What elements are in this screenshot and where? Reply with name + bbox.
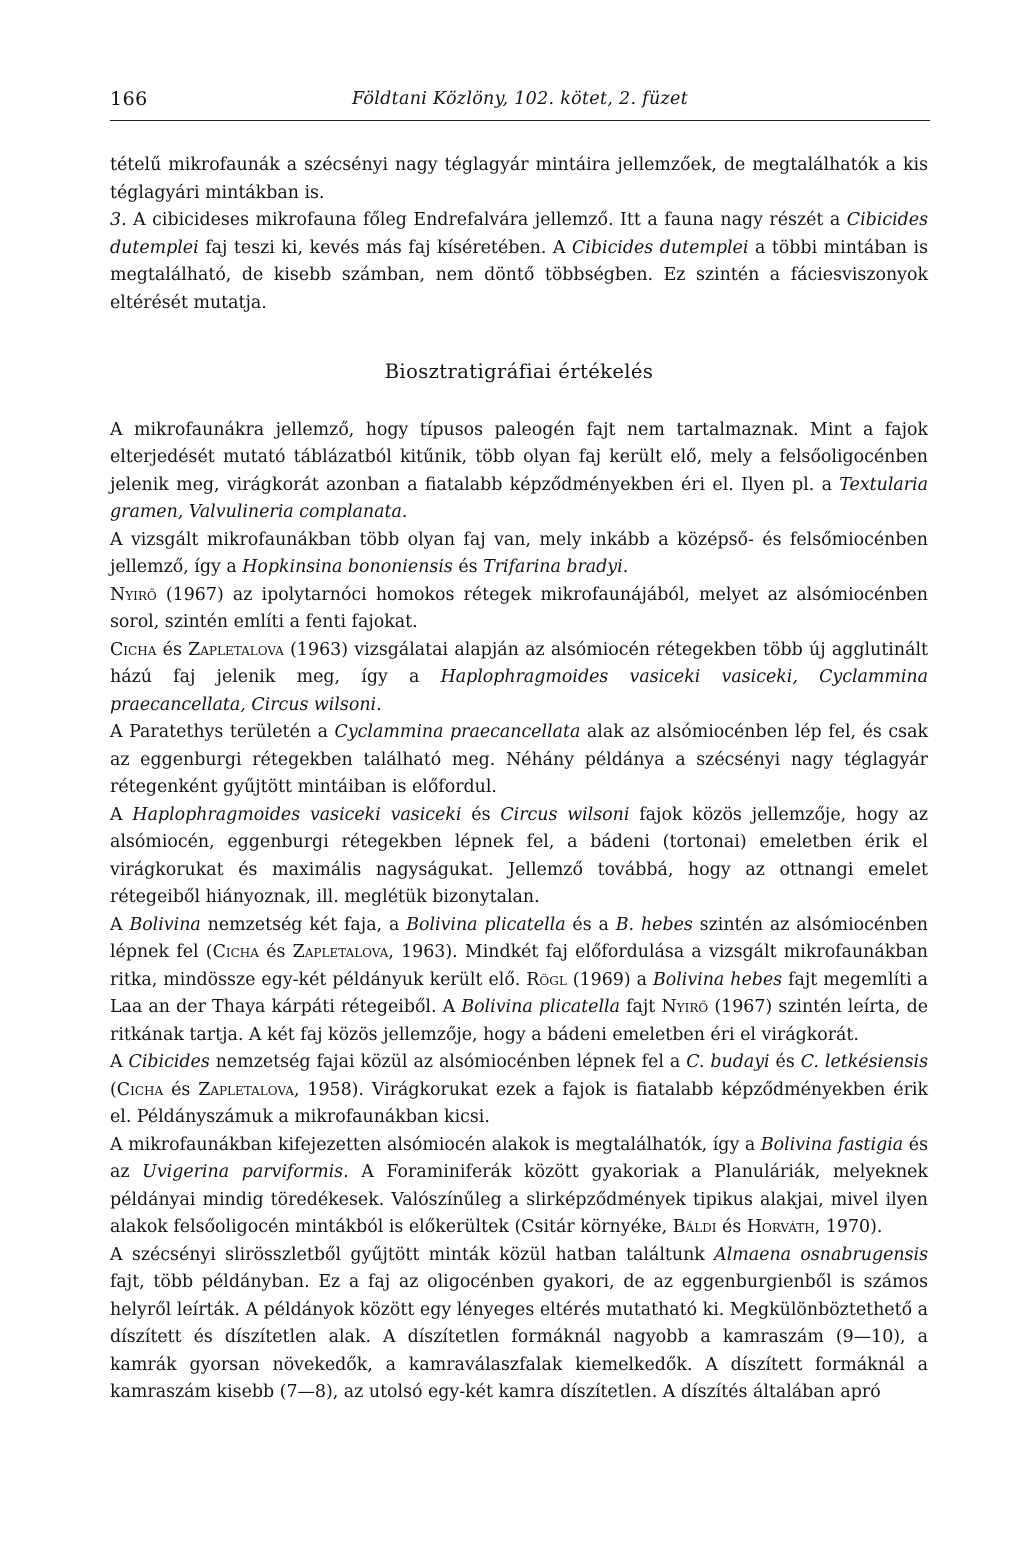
text-run: A mikrofaunákban kifejezetten alsómiocén alakok is megtalálhatók, így a: [110, 1134, 761, 1155]
text-run: A Foraminiferák között gyakoriak a Planuláriák, melyeknek példányai mindig töredékesek. Valószínűleg a slirképződmények tipikus alakjai, mivel ilyen alakok felsőoligocén mintákból is előkerültek (Csitár környéke,: [110, 1162, 928, 1237]
text-run: (1963) vizsgálatai alapján az alsómiocén rétegekben több új agglutinált házú faj jelenik meg, így a: [110, 639, 928, 687]
paragraph: [110, 719, 928, 802]
author-name: Zapletalova: [188, 639, 284, 660]
species-name: Circus wilsoni: [500, 804, 630, 825]
text-run: és: [258, 942, 293, 962]
paragraph: [110, 637, 928, 720]
text-run: A: [110, 914, 130, 935]
species-name: Almaena osnabrugensis: [714, 1244, 928, 1265]
text-run: , 1970).: [814, 1217, 883, 1237]
paragraph: [110, 912, 928, 1050]
text-run: és: [163, 1079, 199, 1100]
text-run: A cibicideses mikrofauna főleg Endrefalvára jellemző. Itt a fauna nagy részét a: [126, 210, 847, 230]
author-name: Cicha: [110, 639, 157, 660]
author-name: Báldi: [672, 1217, 717, 1237]
text-run: tételű mikrofaunák a szécsényi nagy téglagyár mintáira jellemzőek, de megtalálhatók a kis téglagyári mintákban is.: [110, 155, 928, 203]
text-run: A szécsényi slirösszletből gyűjtött minták közül hatban találtunk: [110, 1244, 715, 1265]
page-number: 166: [110, 88, 148, 110]
author-name: Nyirő: [110, 584, 157, 605]
species-name: Uvigerina parviformis.: [142, 1162, 349, 1182]
text-run: és: [461, 804, 501, 825]
species-name: B. hebes: [615, 914, 693, 935]
species-name: Bolivina plicatella: [461, 997, 620, 1017]
text-run: fajt: [619, 997, 662, 1017]
text-run: (1967) szintén leírta, de ritkának tartja. A két faj közös jellemzője, hogy a bádeni emeletben éri el virágkorát.: [110, 997, 928, 1045]
paragraph: [110, 1132, 928, 1242]
paragraph: [110, 417, 928, 527]
author-name: Horváth: [746, 1217, 815, 1237]
author-name: Rögl: [526, 969, 567, 990]
text-run: és az: [110, 1134, 929, 1182]
species-name: Trifarina bradyi.: [483, 557, 629, 577]
text-run: A vizsgált mikrofaunákban több olyan faj van, mely inkább a középső- és felsőmiocénben jellemző, így a: [110, 529, 928, 577]
species-name: Haplophragmoides vasiceki vasiceki, Cyclammina praecancellata, Circus wilsoni.: [110, 667, 928, 715]
journal-title: Földtani Közlöny, 102. kötet, 2. füzet: [351, 89, 689, 109]
paragraph: [110, 207, 928, 317]
species-name: Textularia gramen, Valvulineria complanata.: [110, 474, 928, 522]
section-title: Biosztratigráfiai értékelés: [384, 360, 654, 383]
species-name: Bolivina hebes: [652, 969, 783, 990]
list-number: 3.: [110, 210, 127, 230]
text-run: nemzetség fajai közül az alsómiocénben lépnek fel a: [209, 1052, 687, 1072]
author-name: Cicha: [212, 942, 259, 962]
species-name: Bolivina fastigia: [760, 1134, 904, 1155]
article-body: [110, 152, 928, 1407]
paragraph: [110, 1049, 928, 1132]
text-run: A mikrofaunákra jellemző, hogy típusos paleogén fajt nem tartalmaznak. Mint a fajok elterjedését mutató táblázatból kitűnik, több olyan faj került elő, mely a felsőoligocénben jelenik meg, virágkorát azonban a fiatalabb képződményekben éri el. Ilyen pl. a: [110, 419, 928, 495]
species-name: Cibicides dutemplei: [110, 210, 928, 258]
author-name: Zapletalova: [198, 1079, 294, 1100]
species-name: Bolivina plicatella: [406, 914, 566, 935]
paragraph: [110, 1242, 928, 1407]
author-name: Zapletalova: [292, 942, 389, 962]
species-name: Cibicides: [128, 1052, 210, 1072]
text-run: (1969) a: [566, 969, 653, 990]
text-run: A Paratethys területén a: [110, 722, 335, 742]
text-run: alak az alsómiocénben lép fel, és csak az eggenburgi rétegekben található meg. Néhány példánya a szécsényi nagy téglagyár rétegenként gyűjtött mintáiban is előfordul.: [110, 722, 929, 797]
text-run: és a: [565, 914, 616, 935]
species-name: Hopkinsina bononiensis: [242, 557, 453, 577]
text-run: fajok közös jellemzője, hogy az alsómiocén, eggenburgi rétegekben lépnek fel, a bádeni (tortonai) emeletben érik el virágkorukat és maximális nagyságukat. Jellemző továbbá, hogy az ottnangi emelet rétegeiből hiányoznak, ill. meglétük bizonytalan.: [110, 804, 928, 907]
text-run: (1967) az ipolytarnóci homokos rétegek mikrofaunájából, melyet az alsómiocénben sorol, szintén említi a fenti fajokat.: [110, 584, 928, 632]
species-name: C. letkésiensis: [800, 1052, 928, 1072]
text-run: szintén az alsómiocénben lépnek fel (: [110, 914, 928, 962]
text-run: fajt megemlíti a Laa an der Thaya kárpáti rétegeiből. A: [110, 969, 928, 1017]
text-run: A: [110, 804, 133, 825]
species-name: Cibicides dutemplei: [572, 237, 749, 258]
species-name: C. budayi: [686, 1052, 770, 1072]
text-run: fajt, több példányban. Ez a faj az oligocénben gyakori, de az eggenburgienből is számos helyről leírták. A példányok között egy lényeges eltérés mutatható ki. Megkülönböztethető a díszített és díszítetlen alak. A díszítetlen formáknál nagyobb a kamraszám (9—10), a kamrák gyorsan növekedők, a kamraválaszfalak kiemelkedők. A díszített formáknál a kamraszám kisebb (7—8), az utolsó egy-két kamra díszítetlen. A díszítés általában apró: [110, 1272, 928, 1402]
text-run: a többi mintában is megtalálható, de kisebb számban, nem döntő többségben. Ez szintén a fáciesviszonyok eltérését mutatja.: [110, 237, 928, 313]
species-name: Haplophragmoides vasiceki vasiceki: [132, 804, 462, 825]
author-name: Cicha: [116, 1079, 164, 1100]
page-header: [110, 88, 930, 121]
species-name: Bolivina: [129, 914, 201, 935]
paragraph: [110, 802, 928, 912]
text-run: és: [769, 1052, 801, 1072]
paragraph: [110, 152, 928, 207]
text-run: faj teszi ki, kevés más faj kíséretében. A: [198, 237, 572, 258]
text-run: , 1958). Virágkorukat ezek a fajok is fiatalabb képződményekben érik el. Példányszámuk a mikrofaunákban kicsi.: [110, 1079, 928, 1127]
author-name: Nyirő: [661, 997, 709, 1017]
text-run: , 1963). Mindkét faj előfordulása a vizsgált mikrofaunákban ritka, mindössze egy-két példányuk került elő.: [110, 942, 928, 990]
text-run: és: [716, 1217, 747, 1237]
text-run: és: [452, 557, 484, 577]
text-run: nemzetség két faja, a: [200, 914, 407, 935]
text-run: és: [156, 639, 189, 660]
paragraph: [110, 527, 928, 637]
text-run: (: [110, 1079, 117, 1100]
species-name: Cyclammina praecancellata: [334, 722, 581, 742]
text-run: A: [110, 1052, 129, 1072]
